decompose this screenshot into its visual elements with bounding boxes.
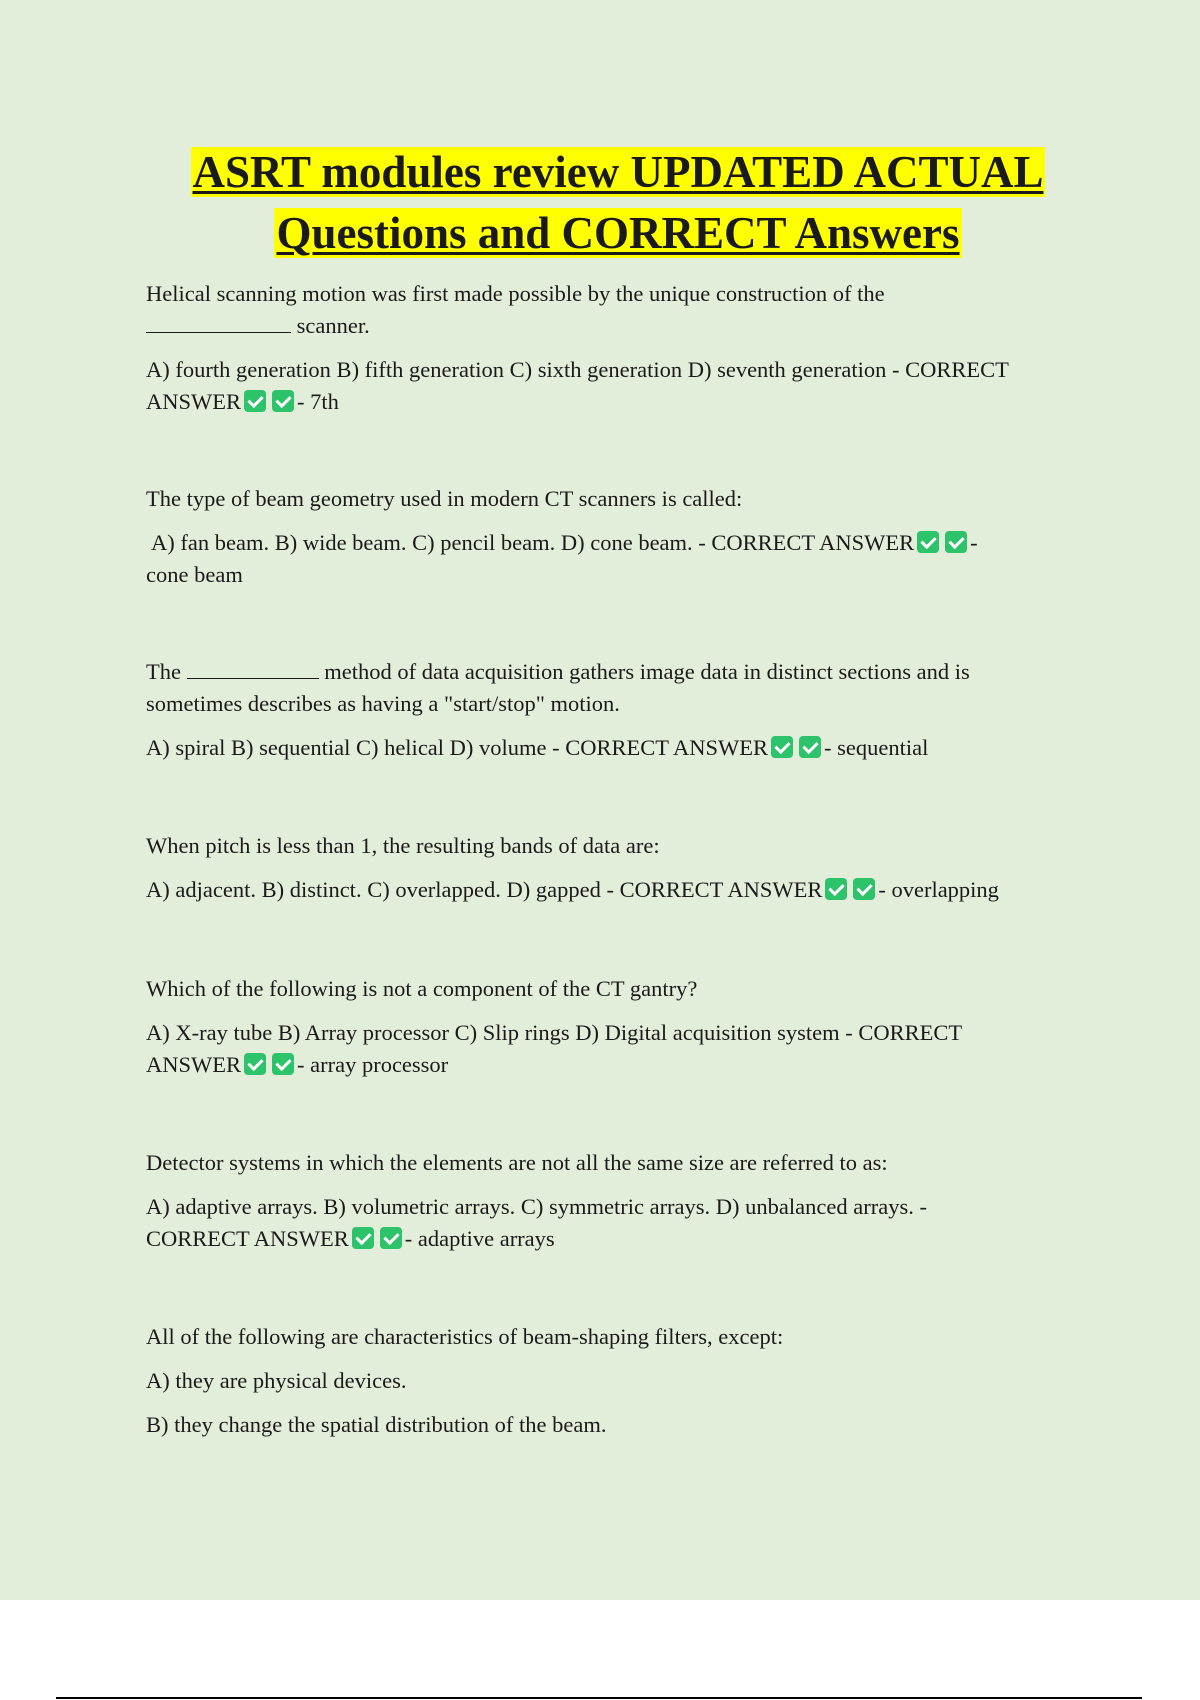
- answer-options: A) fan beam. B) wide beam. C) pencil beam. D) cone beam. - CORRECT ANSWER - cone beam: [146, 530, 978, 587]
- check-mark-icon: [272, 1053, 294, 1075]
- question-text: All of the following are characteristics of beam-shaping filters, except:: [146, 1324, 784, 1349]
- check-mark-icon: [272, 390, 294, 412]
- correct-answer: cone beam: [146, 562, 243, 587]
- correct-answer: - overlapping: [878, 877, 999, 902]
- answer-options: A) spiral B) sequential C) helical D) volume - CORRECT ANSWER - sequential: [146, 735, 929, 760]
- question-text: Which of the following is not a component of the CT gantry?: [146, 976, 698, 1001]
- correct-answer: - array processor: [297, 1052, 449, 1077]
- title-line-1: ASRT modules review UPDATED ACTUAL: [192, 147, 1044, 197]
- question-text: When pitch is less than 1, the resulting bands of data are:: [146, 833, 660, 858]
- check-mark-icon: [799, 736, 821, 758]
- answer-options: A) fourth generation B) fifth generation C) sixth generation D) seventh generation - CORRECT ANSWER - 7th: [146, 357, 1009, 414]
- fill-in-blank: [146, 310, 291, 333]
- check-mark-icon: [771, 736, 793, 758]
- check-mark-icon: [825, 878, 847, 900]
- correct-answer: - 7th: [297, 389, 339, 414]
- correct-answer: - sequential: [824, 735, 929, 760]
- check-mark-icon: [853, 878, 875, 900]
- fill-in-blank: [187, 656, 319, 679]
- qa-item-3: [146, 656, 1076, 764]
- option-a: A) they are physical devices.: [146, 1368, 407, 1393]
- answer-options: A) X-ray tube B) Array processor C) Slip rings D) Digital acquisition system - CORRECT ANSWER - array processor: [146, 1020, 963, 1077]
- check-mark-icon: [244, 1053, 266, 1075]
- qa-item-4: [146, 830, 1076, 906]
- qa-item-2: [146, 483, 1076, 591]
- question-text: The method of data acquisition gathers image data in distinct sections and is sometimes describes as having a "start/stop" motion.: [146, 656, 1076, 720]
- qa-item-7: [146, 1321, 1076, 1453]
- check-mark-icon: [917, 531, 939, 553]
- question-text: Helical scanning motion was first made possible by the unique construction of the scanner.: [146, 281, 885, 338]
- check-mark-icon: [380, 1227, 402, 1249]
- question-text: Detector systems in which the elements are not all the same size are referred to as:: [146, 1150, 888, 1175]
- qa-item-6: [146, 1147, 1076, 1255]
- footer-divider: [56, 1697, 1142, 1699]
- answer-options: A) adaptive arrays. B) volumetric arrays. C) symmetric arrays. D) unbalanced arrays. - CORRECT ANSWER - adaptive arrays: [146, 1194, 927, 1251]
- qa-item-1: [146, 278, 1076, 418]
- answer-options: A) adjacent. B) distinct. C) overlapped. D) gapped - CORRECT ANSWER - overlapping: [146, 877, 999, 902]
- check-mark-icon: [244, 390, 266, 412]
- option-b: B) they change the spatial distribution of the beam.: [146, 1412, 607, 1437]
- document-title: [120, 142, 1116, 264]
- check-mark-icon: [352, 1227, 374, 1249]
- correct-answer: - adaptive arrays: [404, 1226, 555, 1251]
- check-mark-icon: [945, 531, 967, 553]
- question-text: The type of beam geometry used in modern CT scanners is called:: [146, 486, 743, 511]
- title-line-2: Questions and CORRECT Answers: [276, 208, 960, 258]
- qa-item-5: [146, 973, 1076, 1081]
